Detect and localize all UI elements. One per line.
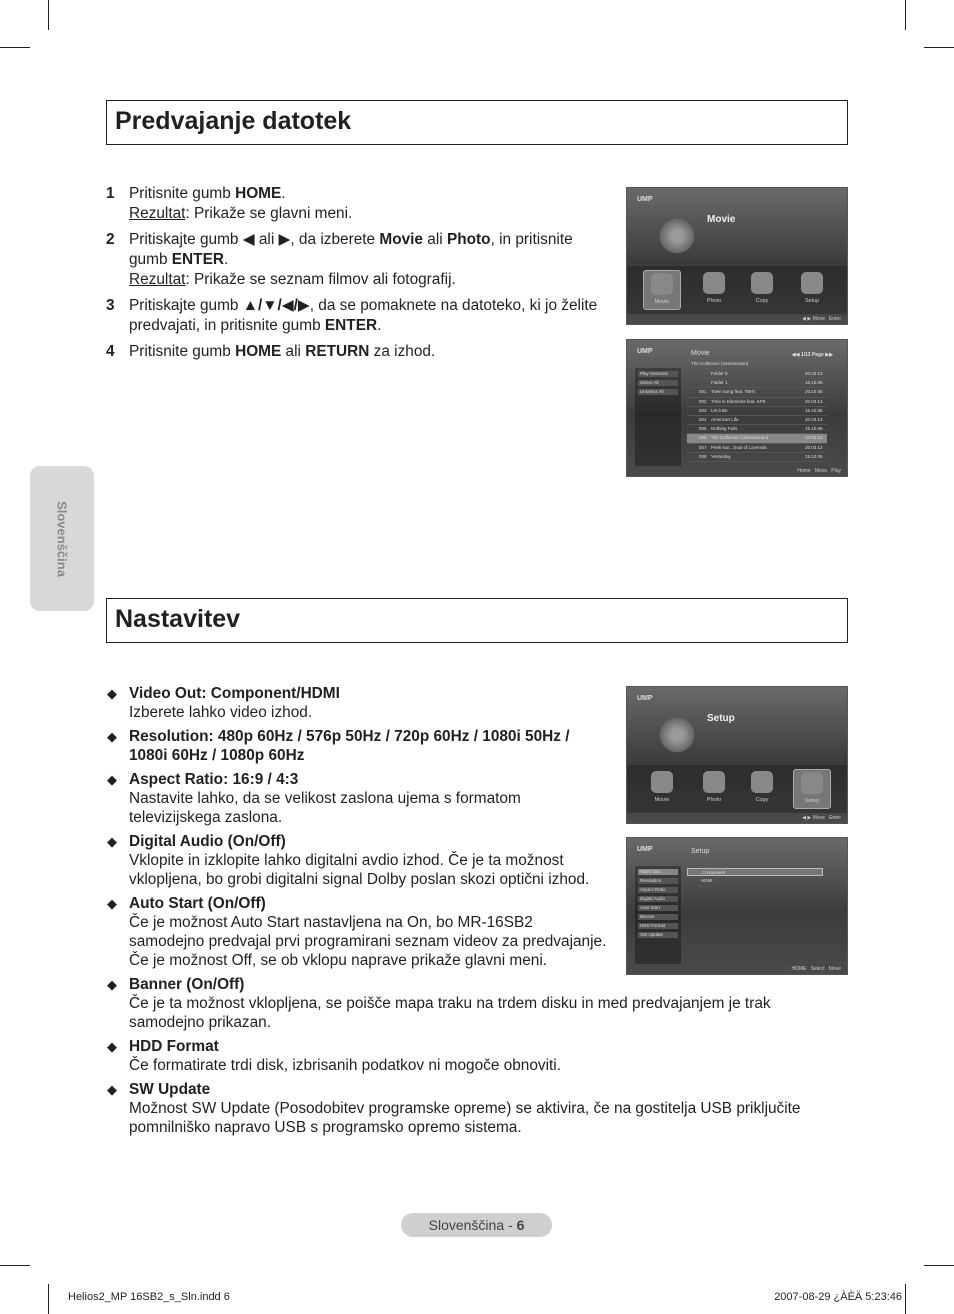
diamond-bullet-icon: ◆: [107, 729, 117, 744]
print-slug-file: Helios2_MP 16SB2_s_Sln.indd 6: [68, 1291, 230, 1303]
row-number: 006: [699, 435, 707, 441]
row-number: 002: [699, 398, 707, 404]
setting-item: [106, 894, 848, 970]
step-text: ali: [423, 231, 447, 248]
playback-steps: [106, 184, 606, 368]
row-date: 20.03.13: [805, 435, 823, 441]
row-date: 20.10.06: [805, 389, 823, 395]
panel-item: Play Selected: [638, 371, 678, 377]
diamond-bullet-icon: ◆: [107, 977, 117, 992]
crop-mark: [905, 0, 906, 30]
row-title: Nothing Fails: [711, 426, 738, 432]
row-date: 20.03.13: [805, 371, 823, 376]
row-number: 003: [699, 407, 707, 413]
page-indicator: ◀◀ 1/13 Page ▶▶: [791, 352, 833, 358]
step-key: ENTER: [324, 317, 378, 334]
step-key: Movie: [379, 231, 423, 248]
screenshot-movie-list: [626, 339, 848, 477]
diamond-bullet-icon: ◆: [107, 834, 117, 849]
crop-mark: [924, 47, 954, 48]
menu-label: Photo: [706, 797, 722, 803]
screen-title: Setup: [707, 713, 735, 724]
row-title: Yesterday: [711, 453, 731, 459]
step-text: .: [377, 317, 382, 334]
step-number: 4: [106, 343, 115, 360]
row-title: Let it Be: [711, 407, 728, 413]
menu-item-photo: [695, 270, 733, 310]
row-number: 005: [699, 426, 707, 432]
panel-item: Select All: [638, 380, 678, 386]
footer-hint: ◀ ▶ Move: [802, 815, 825, 821]
row-date: 15.10.06: [805, 426, 823, 432]
list-item: [687, 370, 827, 379]
language-side-tab: [30, 466, 94, 611]
setting-title: SW Update: [129, 1081, 211, 1098]
language-side-tab-label: Slovenščina: [54, 500, 70, 577]
panel-item: Resolution: [638, 878, 678, 884]
diamond-bullet-icon: ◆: [107, 1082, 117, 1097]
setting-item: [106, 684, 848, 722]
setting-title: Resolution: 480p 60Hz / 576p 50Hz / 720p 60Hz / 1080i 50Hz / 1080i 60Hz / 1080p 60Hz: [129, 728, 570, 764]
footer-hint: Home: [797, 468, 811, 474]
setting-desc: Če formatirate trdi disk, izbrisanih podatkov ni mogoče obnoviti.: [129, 1057, 561, 1074]
crop-mark: [924, 1265, 954, 1266]
ump-logo: UMP: [637, 348, 653, 355]
panel-item: Aspect Ratio: [638, 887, 678, 893]
row-title: The Collection (Intermission): [711, 435, 769, 441]
diamond-bullet-icon: ◆: [107, 896, 117, 911]
ump-logo: UMP: [637, 846, 653, 853]
footer-hint: Move: [828, 966, 841, 972]
list-item: [687, 407, 827, 416]
row-number: [687, 379, 711, 387]
diamond-bullet-icon: ◆: [107, 772, 117, 787]
setting-desc: Če je ta možnost vklopljena, se poišče mapa traku na trdem disku in med predvajanjem je trak samodejno prikazan.: [129, 995, 771, 1031]
setting-desc: Možnost SW Update (Posodobitev programske opreme) se aktivira, če na gostitelja USB priključite pomnilniško napravo USB s programsko opremo sistema.: [129, 1100, 801, 1136]
row-title: Folder 1: [711, 380, 728, 386]
list-item: [687, 388, 827, 397]
panel-item: Banner: [638, 914, 678, 920]
row-date: 15.10.06: [805, 453, 823, 459]
screen-footer: [797, 468, 841, 474]
crop-mark: [0, 1265, 30, 1266]
panel-item: SW Update: [638, 932, 678, 938]
gear-icon: [801, 272, 823, 294]
setup-option: Component: [687, 868, 823, 876]
setting-title: Banner (On/Off): [129, 976, 245, 993]
step-text: Pritisnite gumb: [129, 185, 236, 202]
step-item: [106, 296, 606, 336]
row-date: 20.03.13: [805, 444, 823, 450]
page-label: Slovenščina -: [428, 1217, 517, 1233]
panel-item: Auto Start: [638, 905, 678, 911]
screen-title: Setup: [691, 848, 710, 855]
film-icon: [651, 273, 673, 295]
list-item: [687, 444, 827, 453]
result-label: Rezultat: [129, 205, 186, 222]
crop-mark: [0, 47, 30, 48]
row-number: 008: [699, 453, 707, 459]
step-key: RETURN: [305, 343, 370, 360]
step-text: Pritiskajte gumb ◀ ali ▶, da izberete: [129, 231, 380, 248]
settings-list: [106, 684, 848, 1142]
menu-label: Setup: [804, 298, 820, 304]
row-number: [687, 370, 711, 378]
list-item: [687, 425, 827, 434]
menu-label: Photo: [706, 298, 722, 304]
footer-hint: ◀ ▶ Move: [802, 316, 825, 322]
step-item: [106, 342, 606, 362]
result-text: : Prikaže se glavni meni.: [185, 205, 353, 222]
screenshot-home-movie: [626, 187, 848, 325]
setting-desc: Če je možnost Auto Start nastavljena na On, bo MR-16SB2 samodejno predvajal prvi programirani seznam videov za predvajanje. Če je možnost Off, se ob vklopu naprave prikaže glavni meni.: [129, 914, 607, 969]
menu-item-copy: [743, 270, 781, 310]
film-reel-icon: [657, 216, 697, 256]
list-item: [687, 434, 827, 443]
setting-title: Aspect Ratio: 16:9 / 4:3: [129, 771, 299, 788]
setting-title: HDD Format: [129, 1038, 219, 1055]
step-text: ali: [281, 343, 306, 360]
list-item: [687, 453, 827, 462]
step-number: 2: [106, 231, 115, 248]
row-number: 001: [699, 389, 707, 395]
footer-hint: Enter: [829, 815, 841, 821]
step-key: ▲/▼/◀/▶: [242, 297, 310, 314]
step-key: HOME: [235, 185, 282, 202]
list-item: [687, 416, 827, 425]
row-number: 004: [699, 416, 707, 422]
setting-item: [106, 727, 848, 765]
row-title: Town Song feat. TBHt: [711, 389, 755, 395]
row-title: Folder 0: [711, 371, 728, 376]
footer-hint: Move: [814, 468, 828, 474]
setting-desc: Izberete lahko video izhod.: [129, 704, 313, 721]
step-text: , da se pomaknete na datoteko, ki jo želite predvajati, in pritisnite gumb: [129, 297, 598, 334]
menu-label: Movie: [654, 797, 670, 803]
ump-logo: UMP: [637, 695, 653, 702]
setting-desc: Nastavite lahko, da se velikost zaslona ujema s formatom televizijskega zaslona.: [129, 790, 521, 826]
page-number-badge: [401, 1213, 552, 1237]
step-key: HOME: [235, 343, 282, 360]
footer-hint: Enter: [829, 316, 841, 322]
panel-item: Video Out: [638, 869, 678, 875]
row-date: 15.10.06: [805, 380, 823, 386]
setting-item: [106, 1080, 848, 1137]
panel-item: Unselect All: [638, 389, 678, 395]
screen-footer: [802, 316, 841, 322]
setting-item: [106, 975, 848, 1032]
diamond-bullet-icon: ◆: [107, 686, 117, 701]
setting-desc: Vklopite in izklopite lahko digitalni avdio izhod. Če je ta možnost vklopljena, bo grobi digitalni signal Dolby poslan skozi optični izhod.: [129, 852, 590, 888]
menu-label: Copy: [755, 298, 769, 304]
print-slug-date: 2007-08-29 ¿ÀÈÄ 5:23:46: [774, 1291, 902, 1303]
list-left-panel: [635, 368, 681, 466]
setting-item: [106, 770, 848, 827]
step-text: , in pritisnite gumb: [129, 231, 573, 268]
file-list: [687, 370, 827, 462]
crop-mark: [905, 1284, 906, 1314]
row-title: American Life: [711, 416, 739, 422]
row-date: 15.10.06: [805, 407, 823, 413]
footer-hint: Play: [831, 468, 841, 474]
step-key: Photo: [446, 231, 491, 248]
menu-label: Movie: [654, 299, 670, 305]
setting-title: Video Out: Component/HDMI: [129, 685, 340, 702]
screen-title: Movie: [691, 350, 710, 357]
step-text: .: [281, 185, 286, 202]
step-item: [106, 230, 606, 290]
menu-label: Setup: [804, 798, 820, 804]
setting-item: [106, 832, 848, 889]
row-date: 20.03.13: [805, 416, 823, 422]
list-subtitle: The Collection (Intermission): [691, 361, 749, 366]
step-text: .: [223, 251, 229, 268]
list-item: [687, 398, 827, 407]
result-text: : Prikaže se seznam filmov ali fotografij.: [185, 271, 456, 288]
section-title-setup: Nastavitev: [106, 598, 848, 643]
menu-item-movie: [643, 270, 681, 310]
setting-item: [106, 1037, 848, 1075]
step-text: Pritisnite gumb: [129, 343, 236, 360]
row-number: 007: [699, 444, 707, 450]
crop-mark: [48, 0, 49, 30]
page-number: 6: [516, 1217, 525, 1233]
setup-option: HDMI: [701, 878, 713, 883]
diamond-bullet-icon: ◆: [107, 1039, 117, 1054]
step-key: ENTER: [171, 251, 224, 268]
setting-title: Digital Audio (On/Off): [129, 833, 286, 850]
section-title-playback: Predvajanje datotek: [106, 100, 848, 145]
footer-hint: Select: [810, 966, 825, 972]
step-text: za izhod.: [369, 343, 436, 360]
row-title: Time Is Elements feat. KPK: [711, 398, 766, 404]
row-date: 20.03.13: [805, 398, 823, 404]
panel-item: Digital Audio: [638, 896, 678, 902]
setting-title: Auto Start (On/Off): [129, 895, 266, 912]
menu-label: Copy: [755, 797, 769, 803]
screen-title: Movie: [707, 214, 736, 225]
copy-icon: [751, 272, 773, 294]
result-label: Rezultat: [129, 271, 186, 288]
home-menu-bar: [627, 266, 847, 314]
step-number: 3: [106, 297, 115, 314]
panel-item: HDD Format: [638, 923, 678, 929]
step-number: 1: [106, 185, 115, 202]
step-text: Pritiskajte gumb: [129, 297, 243, 314]
ump-logo: UMP: [637, 196, 653, 203]
photo-icon: [703, 272, 725, 294]
list-item: [687, 379, 827, 388]
step-item: [106, 184, 606, 224]
menu-item-setup: [793, 270, 831, 310]
footer-hint: HOME: [791, 966, 807, 972]
row-title: Peek Nor...Soul of Lovemds: [711, 444, 767, 450]
crop-mark: [48, 1284, 49, 1314]
